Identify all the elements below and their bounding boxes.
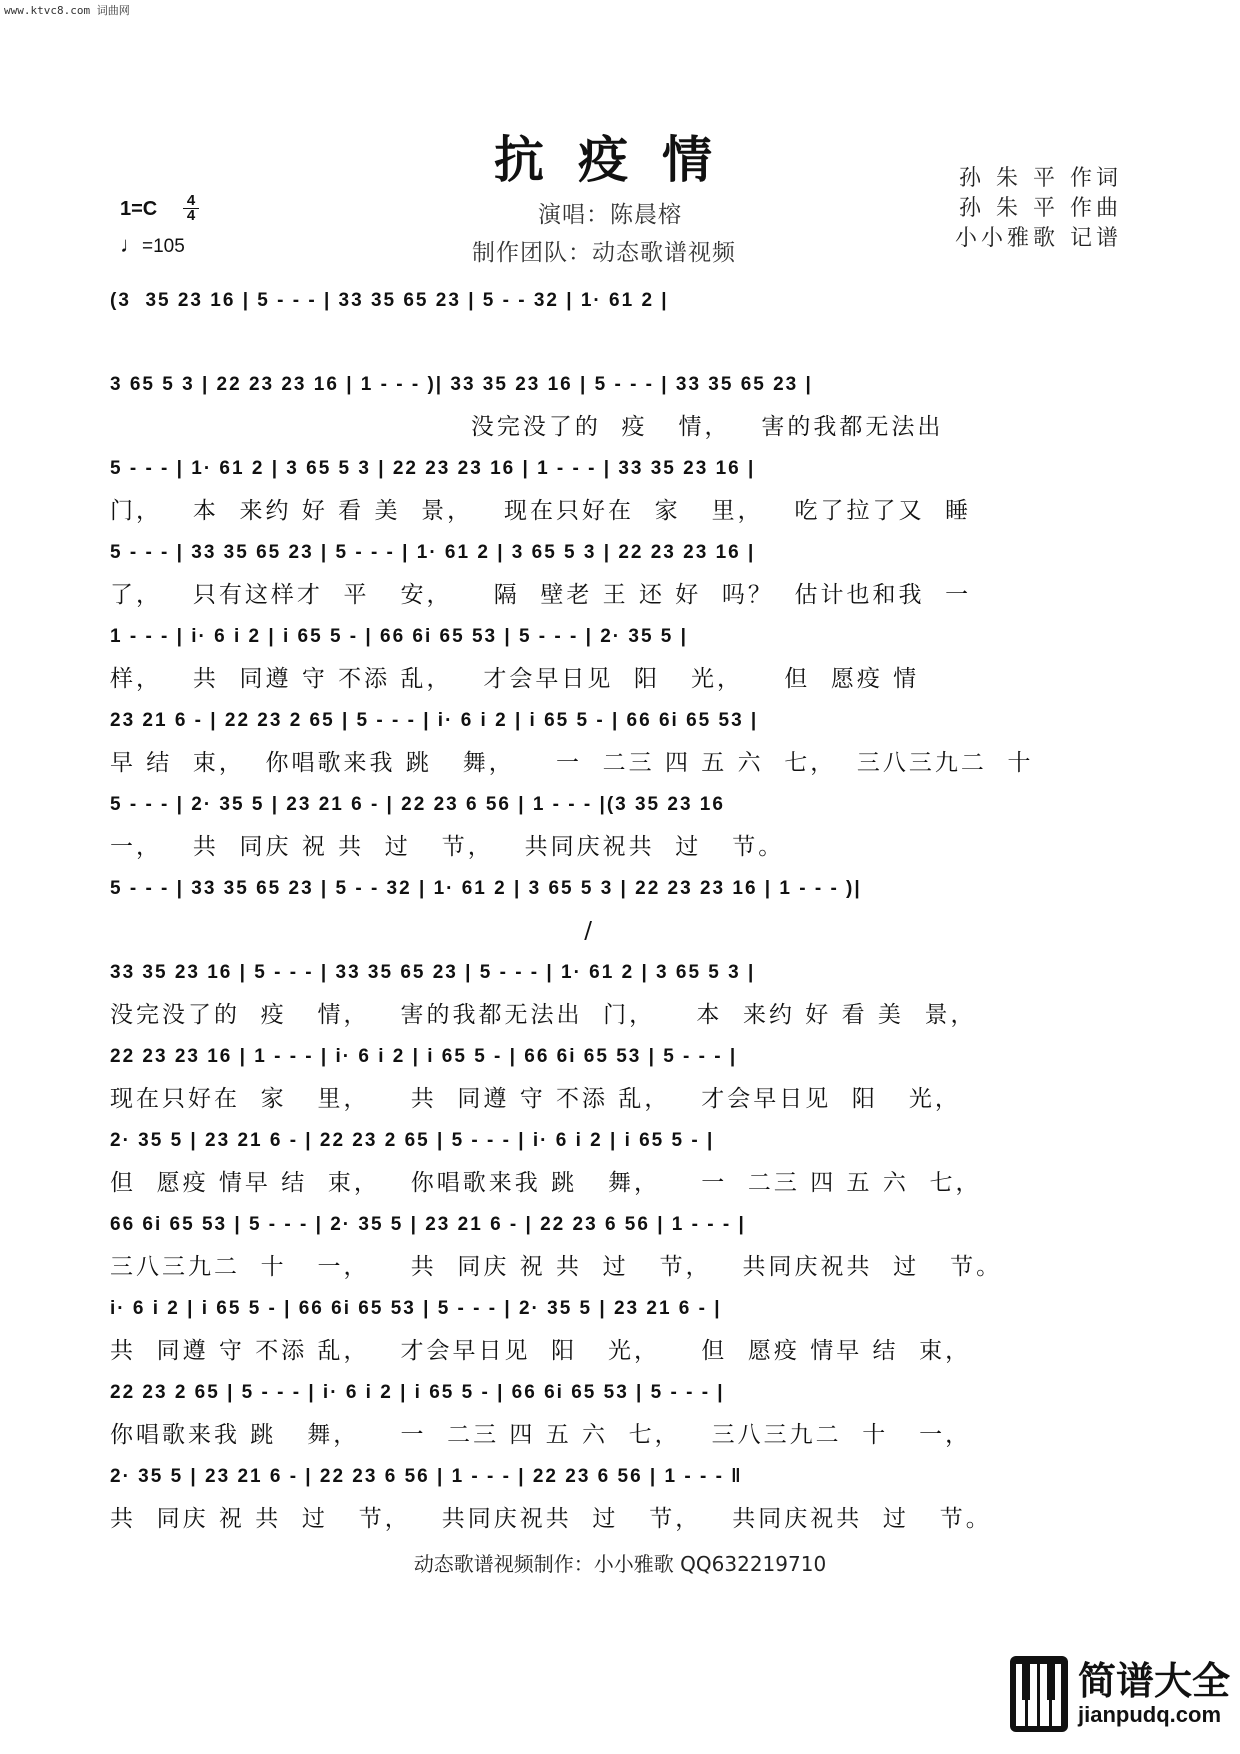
lyrics-line: 共 同遵 守 不添 乱， 才会早日见 阳 光， 但 愿疫 情早 结 束， — [110, 1338, 972, 1364]
lyrics-line: 三八三九二 十 一， 共 同庆 祝 共 过 节， 共同庆祝共 过 节。 — [110, 1254, 1003, 1280]
tempo-marking — [120, 232, 185, 258]
notation-line: (3 35 23 16 | 5 - - - | 33 35 65 23 | 5 - - 32 | 1· 61 2 | — [110, 290, 669, 311]
time-signature-bottom: 4 — [183, 208, 199, 223]
notation-line: 33 35 23 16 | 5 - - - | 33 35 65 23 | 5 - - - | 1· 61 2 | 3 65 5 3 | — [110, 962, 756, 983]
lyrics-line: 门， 本 来约 好 看 美 景， 现在只好在 家 里， 吃了拉了又 睡 — [110, 498, 972, 524]
notation-line: 2· 35 5 | 23 21 6 - | 22 23 6 56 | 1 - - - | 22 23 6 56 | 1 - - - ‖ — [110, 1466, 743, 1487]
lyrics-line: 一， 共 同庆 祝 共 过 节， 共同庆祝共 过 节。 — [110, 834, 785, 860]
time-signature-top: 4 — [186, 192, 196, 209]
song-title: 抗疫情 — [494, 131, 746, 189]
notation-line: 3 65 5 3 | 22 23 23 16 | 1 - - - )| 33 35 23 16 | 5 - - - | 33 35 65 23 | — [110, 374, 813, 395]
tempo-value: =105 — [142, 236, 185, 257]
notation-line: 22 23 23 16 | 1 - - - | i· 6 i 2 | i 65 5 - | 66 6i 65 53 | 5 - - - | — [110, 1046, 738, 1067]
notation-line: 23 21 6 - | 22 23 2 65 | 5 - - - | i· 6 i 2 | i 65 5 - | 66 6i 65 53 | — [110, 710, 759, 731]
lyrics-line: 共 同庆 祝 共 过 节， 共同庆祝共 过 节， 共同庆祝共 过 节。 — [110, 1506, 992, 1532]
notation-line: i· 6 i 2 | i 65 5 - | 66 6i 65 53 | 5 - - - | 2· 35 5 | 23 21 6 - | — [110, 1298, 722, 1319]
time-signature — [183, 194, 199, 223]
quarter-note-icon: ♩ — [120, 232, 142, 257]
lyrics-line: 现在只好在 家 里， 共 同遵 守 不添 乱， 才会早日见 阳 光， — [110, 1086, 961, 1112]
score-body — [110, 280, 1130, 1540]
lyrics-line: 早 结 束， 你唱歌来我 跳 舞， 一 二三 四 五 六 七， 三八三九二 十 — [110, 750, 1034, 776]
transcriber-credit: 小小雅歌 记谱 — [955, 226, 1122, 251]
composer-credit: 孙 朱 平 作曲 — [959, 196, 1122, 221]
notation-line: 5 - - - | 1· 61 2 | 3 65 5 3 | 22 23 23 16 | 1 - - - | 33 35 23 16 | — [110, 458, 756, 479]
notation-line: 5 - - - | 33 35 65 23 | 5 - - - | 1· 61 2 | 3 65 5 3 | 22 23 23 16 | — [110, 542, 756, 563]
key-signature: 1=C — [120, 198, 158, 220]
site-watermark: www.ktvc8.com 词曲网 — [4, 4, 130, 17]
logo-name: 简谱大全 — [1078, 1659, 1231, 1703]
lyrics-line: 但 愿疫 情早 结 束， 你唱歌来我 跳 舞， 一 二三 四 五 六 七， — [110, 1170, 982, 1196]
lyrics-line: 没完没了的 疫 情， 害的我都无法出 — [110, 414, 944, 440]
credits-block — [955, 164, 1122, 254]
notation-line: 5 - - - | 33 35 65 23 | 5 - - 32 | 1· 61 2 | 3 65 5 3 | 22 23 23 16 | 1 - - - )| — [110, 878, 862, 899]
lyrics-line — [110, 322, 1130, 364]
lyrics-line: 了， 只有这样才 平 安， 隔 壁老 王 还 好 吗？ 估计也和我 一 — [110, 582, 972, 608]
logo-url: jianpudq.com — [1078, 1702, 1221, 1727]
notation-line: 2· 35 5 | 23 21 6 - | 22 23 2 65 | 5 - - - | i· 6 i 2 | i 65 5 - | — [110, 1130, 715, 1151]
lyrics-line: 样， 共 同遵 守 不添 乱， 才会早日见 阳 光， 但 愿疫 情 — [110, 666, 920, 692]
site-logo — [1008, 1638, 1230, 1746]
singer-line: 演唱：陈晨榕 — [538, 202, 682, 228]
piano-icon — [1008, 1654, 1070, 1734]
notation-line: 66 6i 65 53 | 5 - - - | 2· 35 5 | 23 21 6 - | 22 23 6 56 | 1 - - - | — [110, 1214, 746, 1235]
lyrics-line: / — [110, 918, 596, 944]
lyricist-credit: 孙 朱 平 作词 — [959, 166, 1122, 191]
lyrics-line: 没完没了的 疫 情， 害的我都无法出 门， 本 来约 好 看 美 景， — [110, 1002, 977, 1028]
bottom-credit: 动态歌谱视频制作：小小雅歌 QQ632219710 — [413, 1552, 827, 1576]
lyrics-line: 你唱歌来我 跳 舞， 一 二三 四 五 六 七， 三八三九二 十 一， — [110, 1422, 972, 1448]
notation-line: 22 23 2 65 | 5 - - - | i· 6 i 2 | i 65 5 - | 66 6i 65 53 | 5 - - - | — [110, 1382, 725, 1403]
team-line: 制作团队：动态歌谱视频 — [472, 240, 736, 266]
notation-line: 5 - - - | 2· 35 5 | 23 21 6 - | 22 23 6 56 | 1 - - - |(3 35 23 16 — [110, 794, 725, 815]
notation-line: 1 - - - | i· 6 i 2 | i 65 5 - | 66 6i 65 53 | 5 - - - | 2· 35 5 | — [110, 626, 688, 647]
